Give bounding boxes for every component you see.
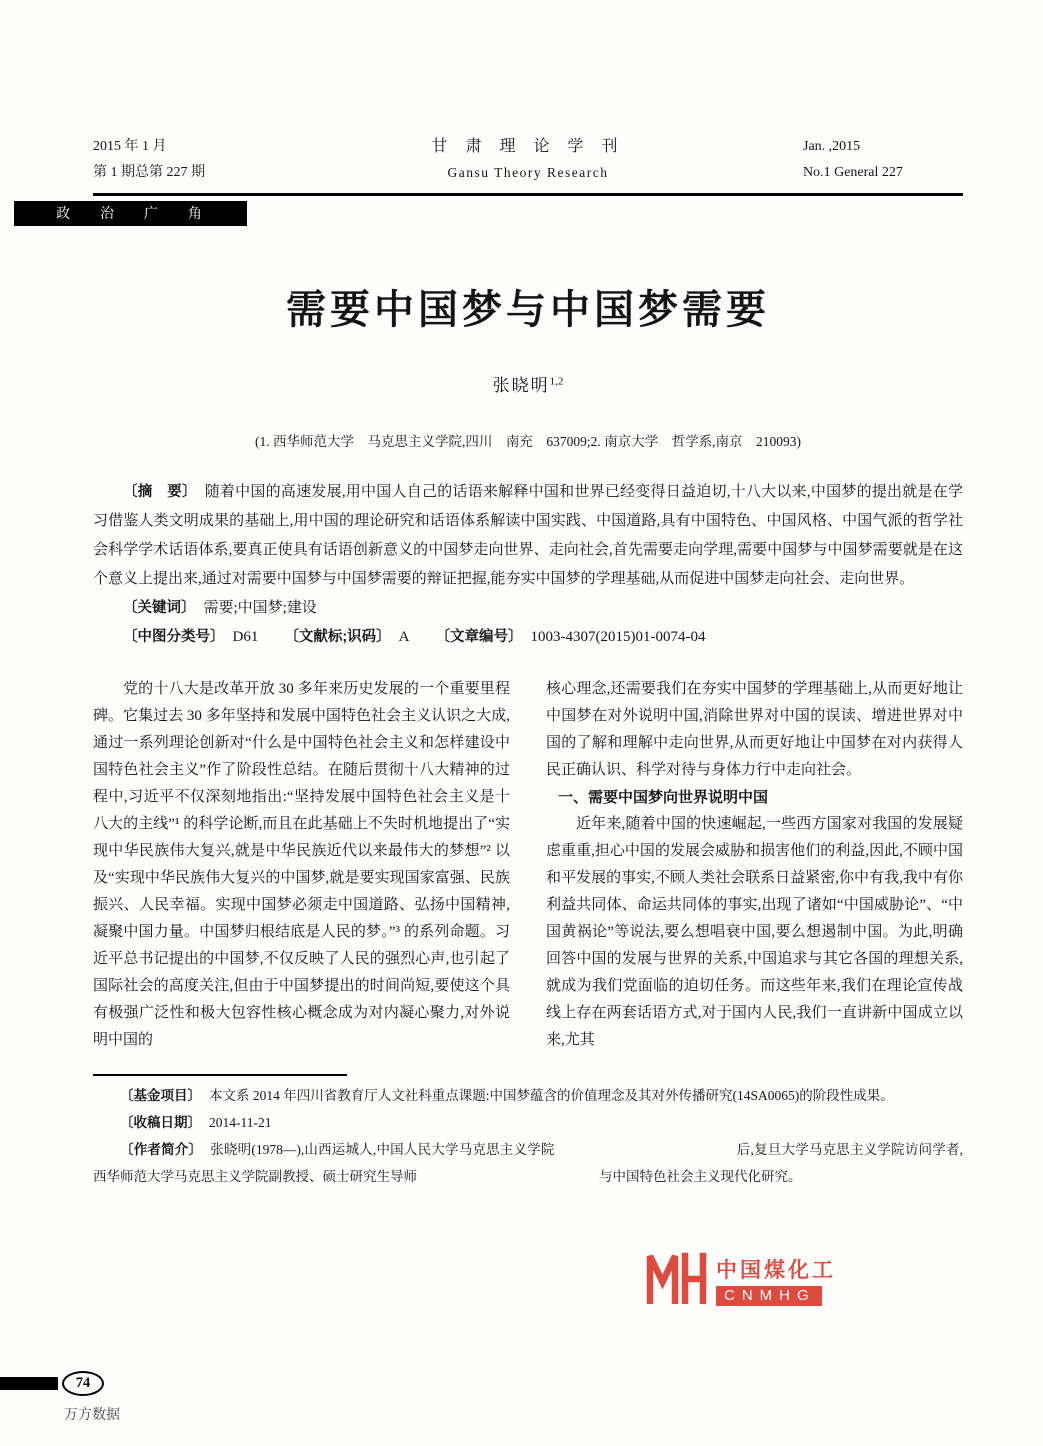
author-bio-part-1: 张晓明(1978—),山西运城人,中国人民大学马克思主义学院 bbox=[210, 1142, 555, 1157]
author-line bbox=[93, 371, 963, 396]
journal-title-cn: 甘 肃 理 论 学 刊 bbox=[431, 138, 625, 155]
doc-code-label: 〔文献标;识码〕 bbox=[284, 629, 391, 645]
keywords-label: 〔关键词〕 bbox=[123, 600, 196, 616]
fund-text: 本文系 2014 年四川省教育厅人文社科重点课题:中国梦蕴含的价值理念及其对外传播研究(14SA0065)的阶段性成果。 bbox=[209, 1088, 894, 1103]
footer-bar bbox=[0, 1377, 58, 1390]
received-label: 〔收稿日期〕 bbox=[120, 1115, 201, 1130]
article-title: 需要中国梦与中国梦需要 bbox=[286, 287, 770, 332]
clc-value: D61 bbox=[232, 629, 259, 645]
author-bio-part-2: 后,复旦大学马克思主义学院访问学者,西华师范大学马克思主义学院副教授、硕士研究生导师 bbox=[93, 1142, 963, 1184]
journal-title-en: Gansu Theory Research bbox=[447, 165, 609, 180]
obscured-text-gap bbox=[417, 1180, 599, 1181]
right-column bbox=[546, 676, 963, 1054]
abstract-label: 〔摘 要〕 bbox=[123, 484, 197, 500]
author-bio-label: 〔作者简介〕 bbox=[120, 1142, 203, 1157]
masthead-center bbox=[313, 134, 743, 186]
author-name: 张晓明 bbox=[492, 376, 550, 395]
obscured-text-gap bbox=[555, 1153, 737, 1154]
received-date: 2014-11-21 bbox=[209, 1115, 272, 1130]
brand-name-cn: 中国煤化工 bbox=[716, 1259, 836, 1282]
fund-label: 〔基金项目〕 bbox=[120, 1088, 201, 1103]
article-no-value: 1003-4307(2015)01-0074-04 bbox=[530, 629, 706, 645]
received-note bbox=[93, 1109, 963, 1136]
body-paragraph-continuation: 核心理念,还需要我们在夯实中国梦的学理基础上,从而更好地让中国梦在对外说明中国,消除世界对中国的误读、增进世界对中国的了解和理解中走向世界,从而更好地让中国梦在对内获得人民正确认识、科学对待与身体力行中走向社会。 bbox=[546, 681, 963, 778]
footnotes bbox=[93, 1082, 963, 1190]
masthead-left bbox=[93, 134, 313, 186]
abstract-text: 随着中国的高速发展,用中国人自己的话语来解释中国和世界已经变得日益迫切,十八大以来,中国梦的提出就是在学习借鉴人类文明成果的基础上,用中国的理论研究和话语体系解读中国实践、中国道路,具有中国特色、中国风格、中国气派的哲学社会科学学术话语体系,要真正使具有话语创新意义的中国梦走向世界、走向社会,首先需要走向学理,需要中国梦与中国梦需要就是在这个意义上提出来,通过对需要中国梦与中国梦需要的辩证把握,能夯实中国梦的学理基础,从而促进中国梦走向社会、走向世界。 bbox=[93, 484, 963, 587]
keywords-line bbox=[93, 594, 963, 623]
fund-note bbox=[93, 1082, 963, 1109]
masthead-rule bbox=[93, 193, 963, 196]
watermark-text bbox=[716, 1254, 836, 1306]
doc-code-value: A bbox=[398, 629, 410, 645]
brand-logo-icon bbox=[645, 1252, 707, 1309]
page-number: 74 bbox=[62, 1371, 104, 1396]
clc-label: 〔中图分类号〕 bbox=[123, 629, 225, 645]
watermark-brand bbox=[641, 1246, 877, 1314]
masthead-right bbox=[743, 134, 963, 186]
footnote-rule bbox=[93, 1074, 347, 1076]
article-no-label: 〔文章编号〕 bbox=[435, 629, 523, 645]
left-column bbox=[93, 676, 510, 1054]
affiliation: (1. 西华师范大学 马克思主义学院,四川 南充 637009;2. 南京大学 哲学系,南京 210093) bbox=[255, 434, 801, 449]
abstract bbox=[93, 478, 963, 594]
body-paragraph: 近年来,随着中国的快速崛起,一些西方国家对我国的发展疑虑重重,担心中国的发展会威胁和损害他们的利益,因此,不顾中国和平发展的事实,不顾人类社会联系日益紧密,你中有我,我中有你利益共同体、命运共同体的事实,出现了诸如“中国威胁论”、“中国黄祸论”等说法,要么想唱衰中国,要么想遏制中国。为此,明确回答中国的发展与世界的关系,中国追求与其它各国的理想关系,就成为我们党面临的迫切任务。而这些年来,我们在理论宣传战线上存在两套话语方式,对于国内人民,我们一直讲新中国成立以来,尤其 bbox=[546, 816, 963, 1048]
provider-watermark: 万方数据 bbox=[64, 1406, 120, 1422]
issue-number-cn: 第 1 期总第 227 期 bbox=[93, 165, 205, 180]
brand-name-en: CNMHG bbox=[716, 1286, 822, 1306]
author-bio-note bbox=[93, 1136, 963, 1190]
keywords-text: 需要;中国梦;建设 bbox=[203, 600, 317, 616]
masthead bbox=[93, 134, 963, 186]
body-paragraph: 党的十八大是改革开放 30 多年来历史发展的一个重要里程碑。它集过去 30 多年坚持和发展中国特色社会主义认识之大成,通过一系列理论创新对“什么是中国特色社会主义和怎样建设中国特色社会主义”作了阶段性总结。在随后贯彻十八大精神的过程中,习近平不仅深刻地指出:“坚持发展中国特色社会主义是十八大的主线”¹ 的科学论断,而且在此基础上不失时机地提出了“实现中华民族伟大复兴,就是中华民族近代以来最伟大的梦想”² 以及“实现中华民族伟大复兴的中国梦,就是要实现国家富强、民族振兴、人民幸福。实现中国梦必须走中国道路、弘扬中国精神,凝聚中国力量。中国梦归根结底是人民的梦。”³ 的系列命题。习近平总书记提出的中国梦,不仅反映了人民的强烈心声,也引起了国际社会的高度关注,但由于中国梦提出的时间尚短,要使这个具有极强广泛性和极大包容性核心概念成为对内凝心聚力,对外说明中国的 bbox=[93, 681, 510, 1048]
section-heading-1: 一、需要中国梦向世界说明中国 bbox=[558, 789, 769, 806]
section-badge: 政 治 广 角 bbox=[14, 201, 247, 226]
author-bio-part-3: 与中国特色社会主义现代化研究。 bbox=[599, 1169, 802, 1184]
author-affiliation-marker: 1,2 bbox=[549, 375, 564, 388]
issue-date-cn: 2015 年 1 月 bbox=[93, 139, 167, 154]
body-columns bbox=[93, 676, 963, 1054]
issue-number-en: No.1 General 227 bbox=[803, 165, 903, 180]
classification-line bbox=[93, 623, 963, 652]
issue-date-en: Jan. ,2015 bbox=[803, 139, 861, 154]
